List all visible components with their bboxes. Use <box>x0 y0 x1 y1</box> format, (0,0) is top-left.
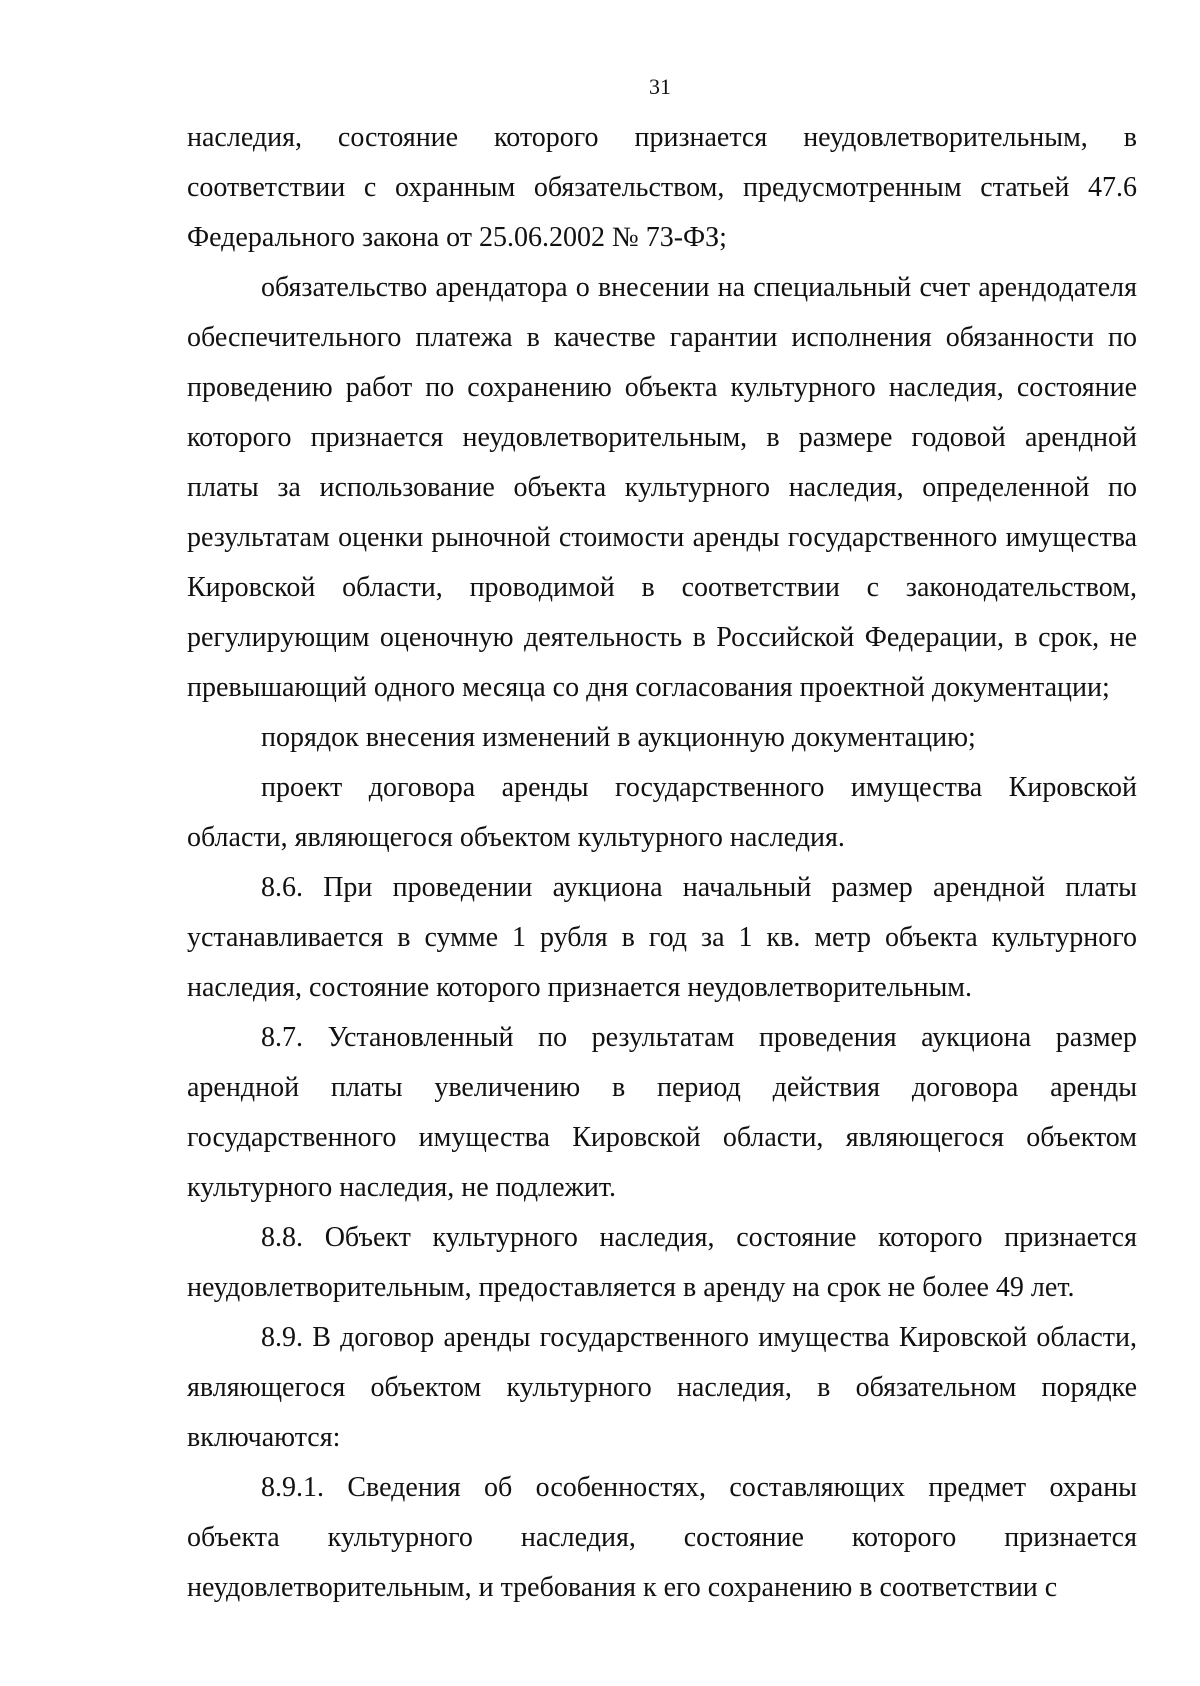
paragraph-security-payment: обязательство арендатора о внесении на специальный счет арендодателя обеспечительного платежа в качестве гарантии исполнения обязанности по проведению работ по сохранению объекта культурного наследия, состояние которого признается неудовлетворительным, в размере годовой арендной платы за использование объекта культурного наследия, определенной по результатам оценки рыночной стоимости аренды государственного имущества Кировской области, проводимой в соответствии с законодательством, регулирующим оценочную деятельность в Российской Федерации, в срок, не превышающий одного месяца со дня согласования проектной документации; <box>187 272 1137 703</box>
paragraph-8-9-1: 8.9.1. Сведения об особенностях, составляющих предмет охраны объекта культурного наследия, состояние которого признается неудовлетворительным, и требования к его сохранению в соответствии с <box>187 1472 1137 1603</box>
document-body <box>187 113 1137 1613</box>
page-number: 31 <box>649 74 671 99</box>
paragraph-draft-contract: проект договора аренды государственного имущества Кировской области, являющегося объектом культурного наследия. <box>187 772 1137 853</box>
paragraph-continuation: наследия, состояние которого признается неудовлетворительным, в соответствии с охранным обязательством, предусмотренным статьей 47.6 Федерального закона от 25.06.2002 № 73-ФЗ; <box>187 122 1137 253</box>
paragraph-8-9: 8.9. В договор аренды государственного имущества Кировской области, являющегося объектом культурного наследия, в обязательном порядке включаются: <box>187 1322 1137 1453</box>
paragraph-8-6: 8.6. При проведении аукциона начальный размер арендной платы устанавливается в сумме 1 рубля в год за 1 кв. метр объекта культурного наследия, состояние которого признается неудовлетворительным. <box>187 872 1137 1003</box>
paragraph-8-7: 8.7. Установленный по результатам проведения аукциона размер арендной платы увеличению в период действия договора аренды государственного имущества Кировской области, являющегося объектом культурного наследия, не подлежит. <box>187 1022 1137 1203</box>
paragraph-amendment-procedure: порядок внесения изменений в аукционную документацию; <box>261 722 976 753</box>
paragraph-8-8: 8.8. Объект культурного наследия, состояние которого признается неудовлетворительным, предоставляется в аренду на срок не более 49 лет. <box>187 1222 1137 1303</box>
